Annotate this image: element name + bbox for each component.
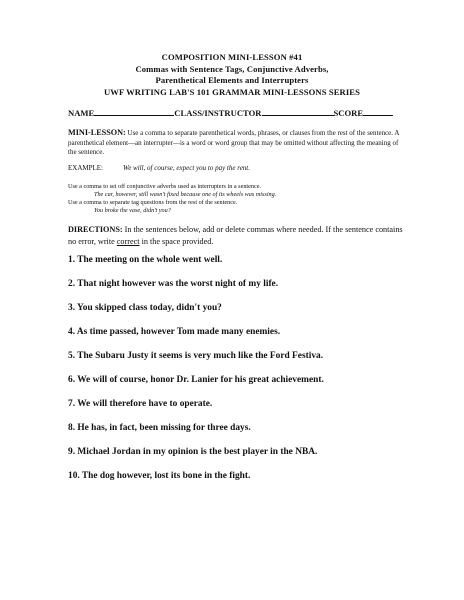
name-label: NAME (68, 108, 95, 118)
rule-tag-questions-example: You broke the vase, didn't you? (94, 207, 171, 215)
directions-text: In the sentences below, add or delete commas where needed. If the sentence contains no error, write (68, 225, 403, 246)
exercise-sentence-6[interactable]: 6. We will of course, honor Dr. Lanier for his great achievement. (68, 375, 324, 385)
exercise-sentence-9[interactable]: 9. Michael Jordan in my opinion is the best player in the NBA. (68, 447, 318, 457)
score-label: SCORE (333, 108, 364, 118)
exercise-sentence-2[interactable]: 2. That night however was the worst night of my life. (68, 279, 279, 289)
example-label: EXAMPLE: (68, 164, 103, 172)
mini-lesson-label: MINI-LESSON: (68, 128, 126, 137)
worksheet-header (0, 52, 464, 98)
example-line (68, 164, 250, 172)
rule-conjunctive-adverbs-example: The car, however, still wasn't fixed because one of its wheels was missing. (94, 191, 277, 199)
class-instructor-label: CLASS/INSTRUCTOR (174, 108, 262, 118)
score-blank[interactable] (363, 107, 393, 116)
exercise-sentence-7[interactable]: 7. We will therefore have to operate. (68, 399, 213, 409)
exercise-sentence-5[interactable]: 5. The Subaru Justy it seems is very much like the Ford Festiva. (68, 351, 324, 361)
series-title: UWF WRITING LAB'S 101 GRAMMAR MINI-LESSONS SERIES (103, 86, 361, 97)
name-blank[interactable] (94, 107, 174, 116)
exercise-sentence-1[interactable]: 1. The meeting on the whole went well. (68, 255, 223, 265)
mini-lesson-paragraph (68, 128, 404, 158)
lesson-subtitle-2: Parenthetical Elements and Interrupters (155, 75, 309, 85)
directions-paragraph (68, 224, 408, 247)
exercise-sentence-4[interactable]: 4. As time passed, however Tom made many enemies. (68, 327, 281, 337)
class-instructor-blank[interactable] (262, 107, 334, 116)
exercise-sentence-10[interactable]: 10. The dog however, lost its bone in the fight. (68, 471, 251, 481)
rule-tag-questions: Use a comma to separate tag questions from the rest of the sentence. (68, 199, 238, 207)
exercise-sentence-8[interactable]: 8. He has, in fact, been missing for three days. (68, 423, 251, 433)
mini-lesson-text: Use a comma to separate parenthetical words, phrases, or clauses from the rest of the sentence. A parenthetical element—an interrupter—is a word or word group that may be omitted without affecting the meaning of the sentence. (68, 129, 400, 156)
directions-text-end: in the space provided. (139, 236, 214, 246)
exercise-sentence-3[interactable]: 3. You skipped class today, didn't you? (68, 303, 222, 313)
lesson-number-title: COMPOSITION MINI-LESSON #41 (161, 52, 303, 62)
directions-label: DIRECTIONS: (68, 225, 123, 234)
name-class-score-line (68, 107, 410, 118)
rules-block (68, 183, 408, 215)
lesson-subtitle-1: Commas with Sentence Tags, Conjunctive Adverbs, (135, 63, 329, 74)
example-text: We will, of course, expect you to pay the rent. (123, 164, 251, 172)
rule-conjunctive-adverbs: Use a comma to set off conjunctive adverbs used as interrupters in a sentence. (68, 183, 262, 190)
directions-correct-word: correct (116, 236, 140, 246)
